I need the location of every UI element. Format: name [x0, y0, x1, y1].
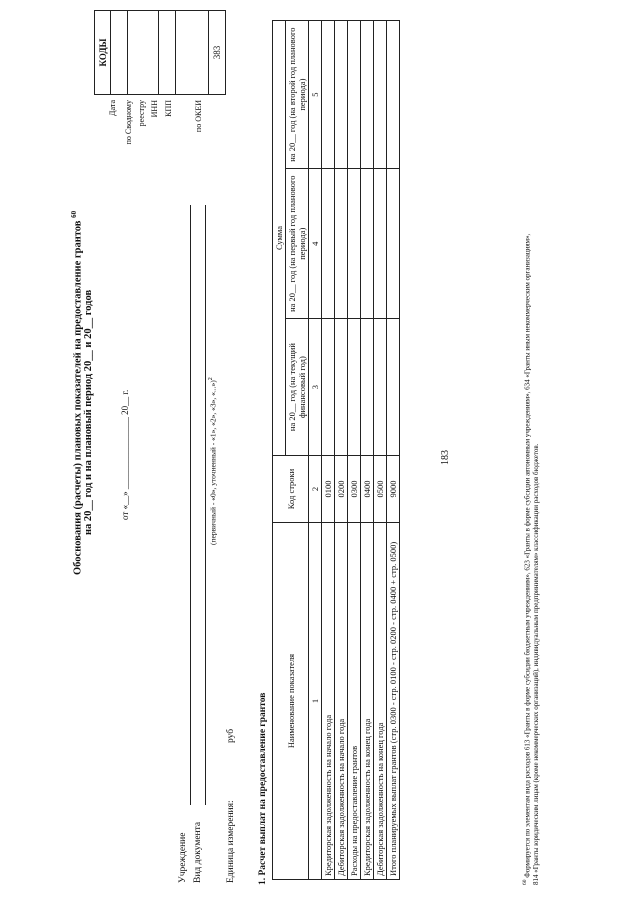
row-cell: [335, 169, 348, 319]
footnote-ref: 60: [522, 879, 528, 885]
row-code: 0300: [348, 456, 361, 523]
code-date-value: [111, 11, 128, 95]
code-kpp-value: [176, 11, 209, 95]
row-cell: [322, 169, 335, 319]
codes-labels: [108, 100, 208, 160]
grants-table: [272, 20, 400, 880]
row-cell: [322, 21, 335, 169]
row-code: 0200: [335, 456, 348, 523]
doc-type-label: Вид документа: [193, 821, 203, 883]
institution-line: [190, 205, 191, 805]
page-number: 183: [440, 450, 451, 465]
row-name: Кредиторская задолженность на конец года: [361, 523, 374, 880]
doc-type-note-ref: 2: [208, 377, 214, 381]
row-cell: [361, 169, 374, 319]
row-cell: [361, 319, 374, 456]
code-label-okei: по ОКЕИ: [194, 100, 203, 133]
col-num-5: 5: [309, 21, 322, 169]
footnote-line1: [522, 234, 531, 885]
row-cell: [374, 169, 387, 319]
section-title: 1. Расчет выплат на предоставление грантов: [258, 692, 268, 885]
row-name: Расходы на предоставление грантов: [348, 523, 361, 880]
codes-table: [94, 10, 226, 95]
th-y1: на 20__ год (на текущий финансовый год): [286, 319, 309, 456]
th-name: Наименование показателя: [273, 523, 309, 880]
th-y3: на 20__ год (на второй год планового периода): [286, 21, 309, 169]
row-name: Дебиторская задолженность на начало года: [335, 523, 348, 880]
unit-label: Единица измерения:: [226, 800, 236, 883]
row-cell: [348, 21, 361, 169]
row-cell: [322, 319, 335, 456]
col-num-3: 3: [309, 319, 322, 456]
row-cell: [374, 319, 387, 456]
row-code: 0500: [374, 456, 387, 523]
code-registry-value: [128, 11, 159, 95]
col-num-2: 2: [309, 456, 322, 523]
unit-value: руб: [226, 728, 236, 743]
code-okei-value: 383: [209, 11, 226, 95]
row-cell: [387, 169, 400, 319]
th-y2: на 20__ год (на первый год планового периода): [286, 169, 309, 319]
row-cell: [348, 169, 361, 319]
col-num-4: 4: [309, 169, 322, 319]
code-label-inn: ИНН: [150, 100, 159, 118]
title-footnote-ref: 60: [70, 210, 78, 218]
row-name: Кредиторская задолженность на начало года: [322, 523, 335, 880]
code-inn-value: [159, 11, 176, 95]
table-row: [348, 21, 361, 880]
row-cell: [374, 21, 387, 169]
doc-title-line2: на 20__ год и на плановый период 20__ и 20__ годов: [83, 289, 94, 535]
institution-label: Учреждение: [178, 832, 188, 883]
th-sum: Сумма: [273, 21, 286, 456]
code-label-kpp: КПП: [164, 100, 173, 117]
table-row: [322, 21, 335, 880]
row-code: 9000: [387, 456, 400, 523]
codes-header: КОДЫ: [95, 11, 111, 95]
code-label-date: Дата: [108, 100, 117, 116]
row-cell: [387, 21, 400, 169]
table-row: [374, 21, 387, 880]
doc-title: Обоснования (расчеты) плановых показателей на предоставление грантов: [72, 220, 84, 575]
footnote-line2: 814 «Гранты юридическим лицам (кроме некоммерческих организаций), индивидуальным предпринимателям» классификации расходов бюджетов.: [532, 443, 540, 885]
row-name: Итого планируемых выплат грантов (стр. 0300 - стр. 0100 - стр. 0200 - стр. 0400 + стр. 0500): [387, 523, 400, 880]
row-cell: [335, 319, 348, 456]
th-code: Код строки: [273, 456, 309, 523]
row-cell: [335, 21, 348, 169]
doc-title-line1: [70, 211, 84, 575]
table-row: [335, 21, 348, 880]
doc-type-note: [208, 377, 218, 545]
col-num-1: 1: [309, 523, 322, 880]
doc-type-note-text: (первичный - «0», уточненный - «1», «2», «3», «...»): [208, 380, 218, 545]
date-line: от «__» ________________ 20__ г.: [120, 389, 130, 520]
footnote-text1: Формируется по элементам вида расходов 613 «Гранты в форме субсидии бюджетным учреждениям», 623 «Гранты в форме субсидии автономным учреждениям», 634 «Гранты иным некоммерческим организациям»,: [523, 233, 532, 878]
code-label-registry: по Сводному реестру: [124, 100, 146, 145]
row-cell: [348, 319, 361, 456]
table-row: [387, 21, 400, 880]
row-cell: [387, 319, 400, 456]
row-code: 0400: [361, 456, 374, 523]
table-row: [361, 21, 374, 880]
doc-type-line: [205, 205, 206, 805]
row-name: Дебиторская задолженность на конец года: [374, 523, 387, 880]
row-code: 0100: [322, 456, 335, 523]
row-cell: [361, 21, 374, 169]
